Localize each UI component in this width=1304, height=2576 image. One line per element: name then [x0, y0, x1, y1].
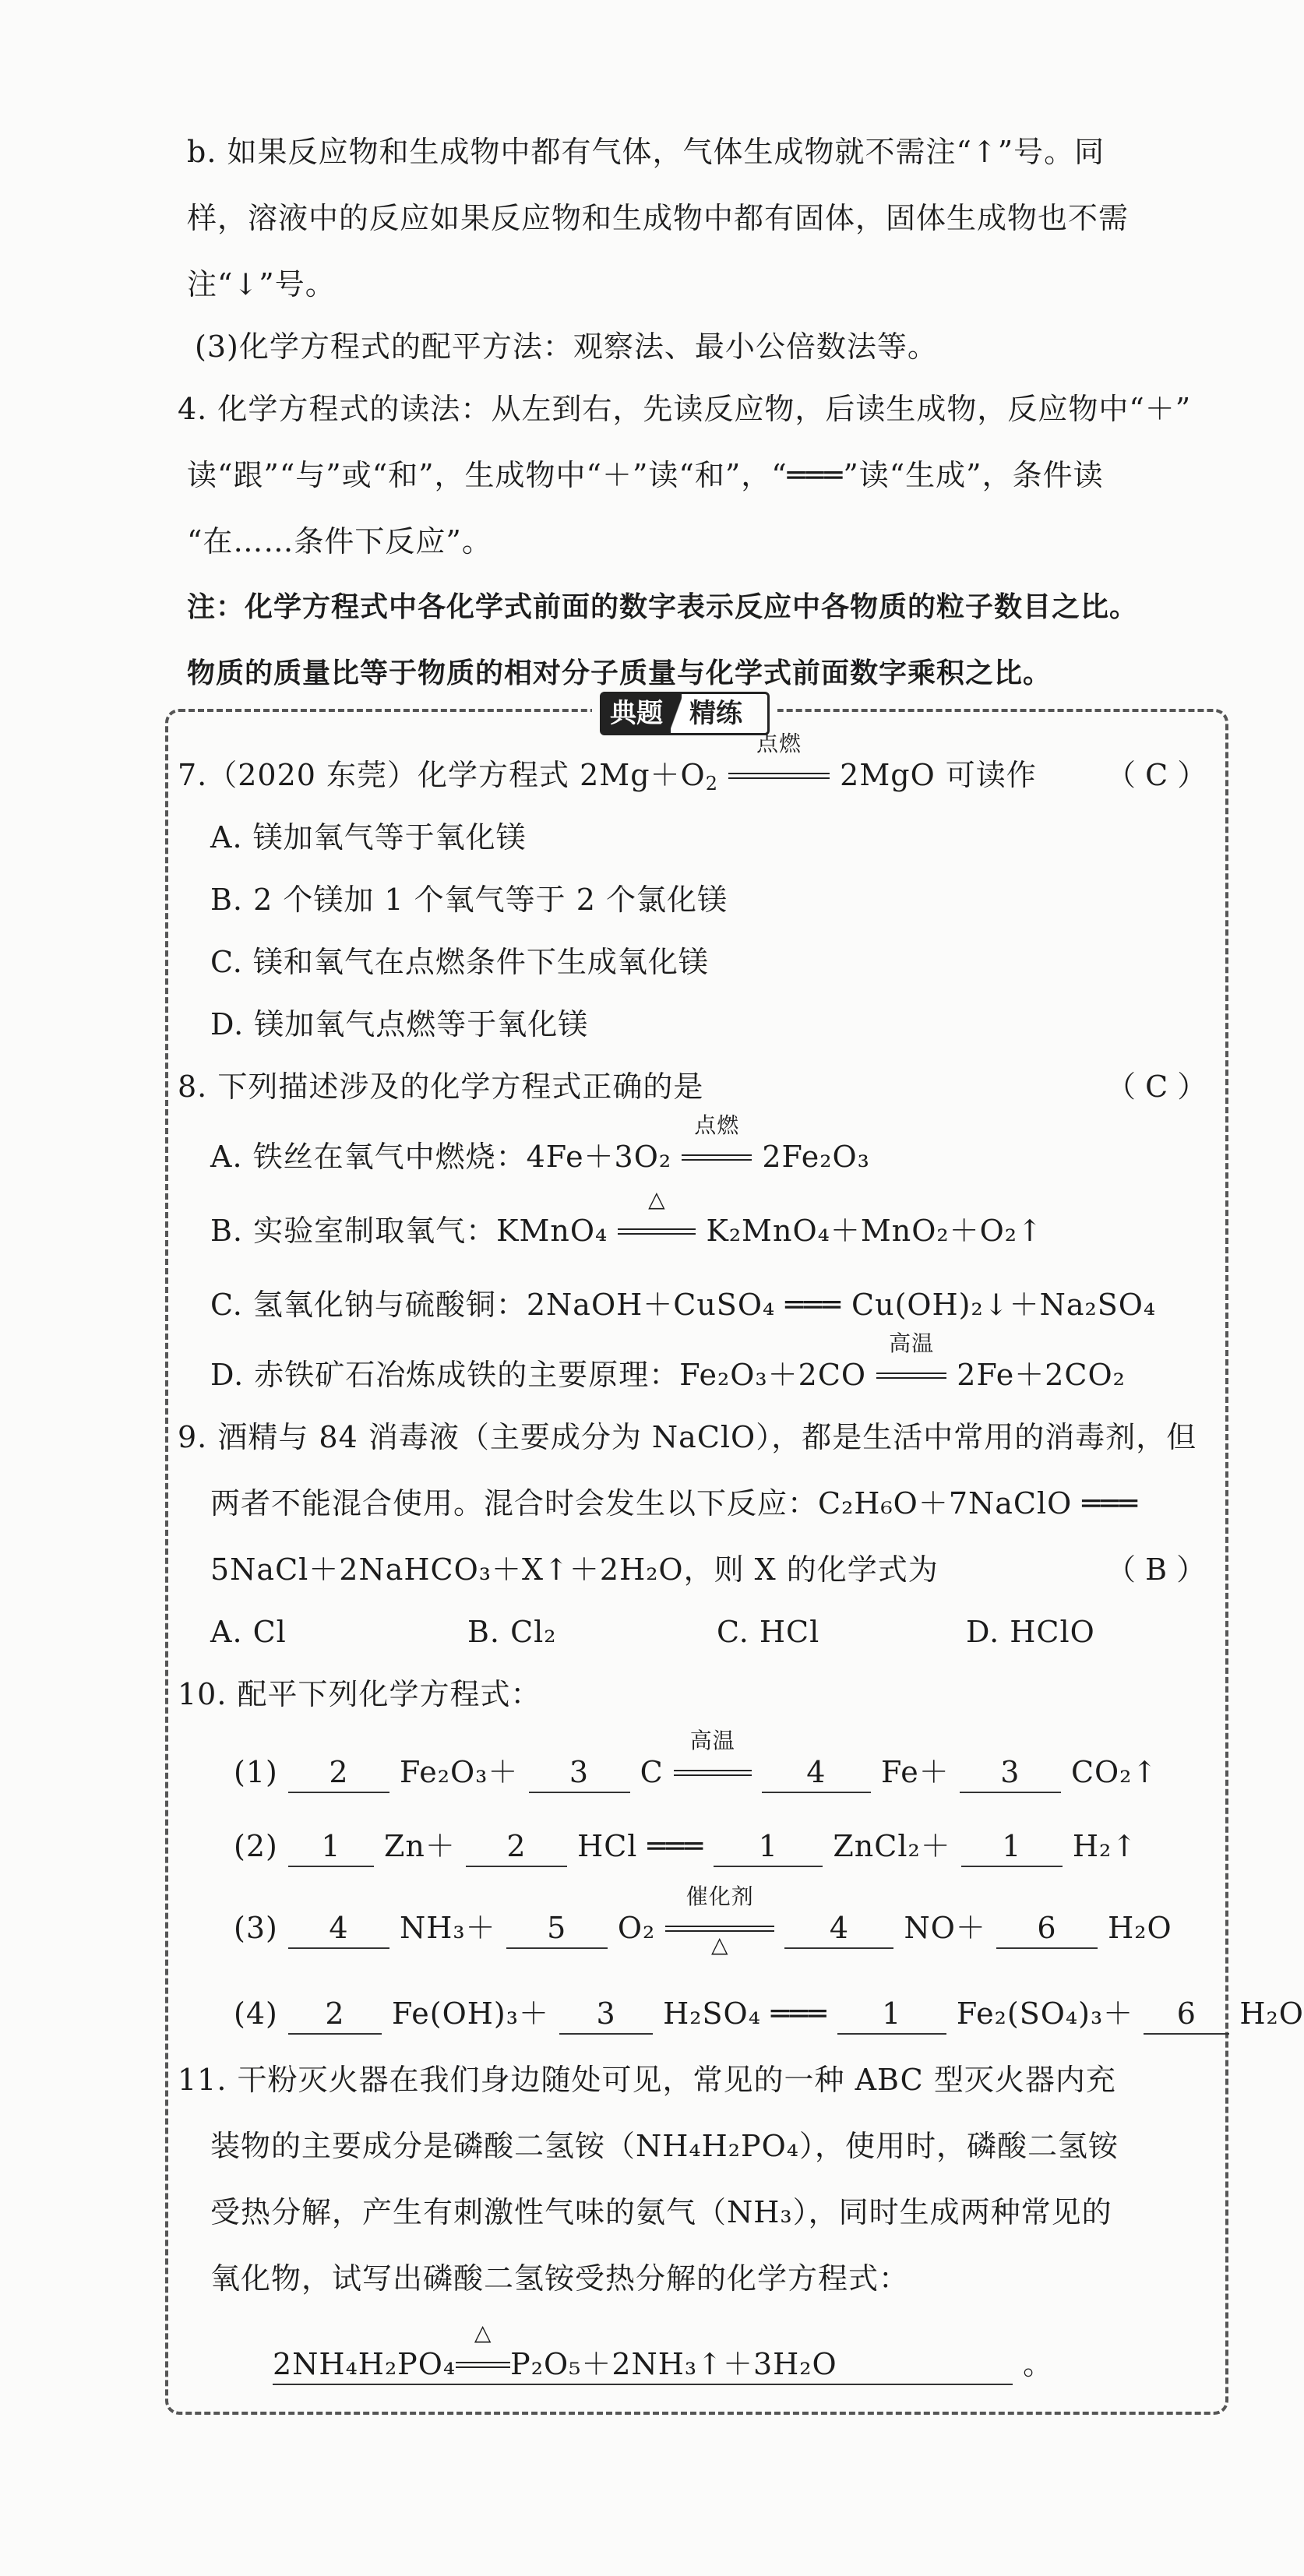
- text-line: “在……条件下反应”。: [187, 524, 492, 559]
- question-7-answer: （ C ）: [1106, 758, 1207, 792]
- option: A. Cl: [210, 1615, 287, 1649]
- option-d: [210, 1330, 1126, 1394]
- option: C. 镁和氧气在点燃条件下生成氧化镁: [210, 945, 709, 979]
- section-badge: [592, 692, 777, 735]
- equation-number: (3): [234, 1911, 278, 1945]
- condition-text: △: [474, 2320, 492, 2345]
- question-11-line: 11. 干粉灭火器在我们身边随处可见，常见的一种 ABC 型灭火器内充: [178, 2063, 1116, 2097]
- question-9-line: 5NaCl＋2NaHCO₃＋X↑＋2H₂O，则 X 的化学式为: [210, 1552, 939, 1587]
- formula: CO₂↑: [1070, 1755, 1158, 1789]
- equation-2: [234, 1827, 1137, 1867]
- answer-blank: [273, 2320, 1013, 2385]
- question-8-answer: （ C ）: [1106, 1070, 1207, 1104]
- equation-number: (1): [234, 1755, 278, 1789]
- formula: H₂O: [1239, 1996, 1304, 2031]
- answer-blank: 4: [762, 1753, 871, 1793]
- condition-text: 高温: [889, 1330, 935, 1356]
- answer-blank: 1: [961, 1827, 1063, 1867]
- option: D. HClO: [966, 1615, 1095, 1649]
- formula: Fe＋: [880, 1755, 950, 1789]
- equation-right: P₂O₅＋2NH₃↑＋3H₂O: [510, 2347, 837, 2381]
- answer-blank: 1: [288, 1827, 374, 1867]
- end-mark: 。: [1023, 2347, 1054, 2381]
- answer-blank: 3: [559, 1994, 653, 2035]
- text-line: 注“↓”号。: [187, 267, 336, 301]
- condition-sign: [456, 2320, 510, 2384]
- answer-blank: 3: [529, 1753, 630, 1793]
- question-9-answer: （ B ）: [1106, 1552, 1207, 1587]
- stem-text: 2MgO 可读作: [840, 758, 1037, 792]
- answer-blank: 6: [1144, 1994, 1229, 2035]
- equation-left: B. 实验室制取氧气：KMnO₄: [210, 1214, 608, 1248]
- question-11-line: 氧化物，试写出磷酸二氢铵受热分解的化学方程式：: [210, 2261, 910, 2296]
- question-9-line: 9. 酒精与 84 消毒液（主要成分为 NaClO），都是生活中常用的消毒剂，但: [178, 1420, 1197, 1454]
- formula: NO＋: [904, 1911, 986, 1945]
- option: A. 镁加氧气等于氧化镁: [210, 820, 527, 855]
- question-9-line: 两者不能混合使用。混合时会发生以下反应：C₂H₆O＋7NaClO ═══: [210, 1486, 1139, 1521]
- condition-sign: [728, 731, 830, 795]
- formula: HCl ═══: [577, 1829, 704, 1863]
- condition-text: 点燃: [756, 731, 802, 756]
- option: C. HCl: [717, 1615, 820, 1649]
- formula: Fe₂(SO₄)₃＋: [956, 1996, 1134, 2031]
- condition-sign: [876, 1330, 946, 1394]
- note-line: 物质的质量比等于物质的相对分子质量与化学式前面数字乘积之比。: [187, 657, 1052, 689]
- answer-blank: 6: [996, 1908, 1098, 1949]
- equation-right: 2Fe₂O₃: [762, 1140, 870, 1174]
- text-line: (3)化学方程式的配平方法：观察法、最小公倍数法等。: [195, 329, 938, 364]
- formula: Fe₂O₃＋: [400, 1755, 519, 1789]
- equation-number: (4): [234, 1996, 278, 2031]
- option-c: C. 氢氧化钠与硫酸铜：2NaOH＋CuSO₄ ═══ Cu(OH)₂↓＋Na₂SO₄: [210, 1288, 1157, 1322]
- option-a: [210, 1112, 870, 1176]
- answer-blank: 1: [714, 1827, 823, 1867]
- text-line: 读“跟”“与”或“和”，生成物中“＋”读“和”，“═══”读“生成”，条件读: [187, 458, 1104, 492]
- equation-number: (2): [234, 1829, 278, 1863]
- condition-sign: [674, 1728, 752, 1792]
- answer-blank: 2: [466, 1827, 567, 1867]
- note-line: 注：化学方程式中各化学式前面的数字表示反应中各物质的粒子数目之比。: [187, 591, 1139, 623]
- equation-left: D. 赤铁矿石冶炼成铁的主要原理：Fe₂O₃＋2CO: [210, 1358, 867, 1392]
- question-8-stem: 8. 下列描述涉及的化学方程式正确的是: [178, 1070, 704, 1104]
- answer-blank: 1: [837, 1994, 946, 2035]
- option: B. Cl₂: [467, 1615, 557, 1649]
- option: B. 2 个镁加 1 个氧气等于 2 个氯化镁: [210, 883, 728, 917]
- formula: NH₃＋: [400, 1911, 496, 1945]
- question-10-stem: 10. 配平下列化学方程式：: [178, 1677, 541, 1711]
- option-b: [210, 1186, 1043, 1250]
- formula: H₂O: [1108, 1911, 1172, 1945]
- text-line: 4. 化学方程式的读法：从左到右，先读反应物，后读生成物，反应物中“＋”: [178, 392, 1192, 426]
- answer-blank: 2: [288, 1994, 382, 2035]
- condition-text: △: [648, 1186, 666, 1212]
- answer-blank: 2: [288, 1753, 389, 1793]
- badge-left: 典题: [602, 694, 671, 733]
- condition-text: △: [711, 1932, 729, 1958]
- formula: O₂: [617, 1911, 656, 1945]
- option: D. 镁加氧气点燃等于氧化镁: [210, 1007, 589, 1041]
- badge-right: 精练: [682, 694, 750, 733]
- condition-text: 点燃: [694, 1112, 740, 1138]
- formula: Fe(OH)₃＋: [392, 1996, 549, 2031]
- question-11-line: 受热分解，产生有刺激性气味的氨气（NH₃），同时生成两种常见的: [210, 2195, 1112, 2229]
- equation-left: 2NH₄H₂PO₄: [273, 2347, 456, 2381]
- answer-blank: 4: [784, 1908, 893, 1949]
- badge-divider: [671, 694, 682, 733]
- question-11-line: 装物的主要成分是磷酸二氢铵（NH₄H₂PO₄），使用时，磷酸二氢铵: [210, 2129, 1119, 2163]
- answer-blank: 4: [288, 1908, 389, 1949]
- formula: ZnCl₂＋: [833, 1829, 951, 1863]
- condition-text: 催化剂: [685, 1884, 754, 1909]
- text-line: 样，溶液中的反应如果反应物和生成物中都有固体，固体生成物也不需: [187, 201, 1130, 235]
- condition-sign: [665, 1884, 774, 1958]
- formula: H₂SO₄ ═══: [663, 1996, 827, 2031]
- equation-4: [234, 1994, 1304, 2035]
- question-7-stem: [178, 731, 1037, 803]
- answer-blank: 3: [960, 1753, 1061, 1793]
- question-11-answer: [273, 2320, 1054, 2385]
- formula: Zn＋: [384, 1829, 456, 1863]
- equation-1: [234, 1728, 1158, 1793]
- formula: C: [640, 1755, 664, 1789]
- stem-text: 7.（2020 东莞）化学方程式 2Mg＋O: [178, 758, 706, 792]
- text-line: b. 如果反应物和生成物中都有气体，气体生成物就不需注“↑”号。同: [187, 135, 1105, 169]
- subscript: 2: [705, 773, 718, 795]
- equation-right: 2Fe＋2CO₂: [957, 1358, 1126, 1392]
- answer-blank: 5: [506, 1908, 608, 1949]
- formula: H₂↑: [1072, 1829, 1138, 1863]
- equation-3: [234, 1884, 1172, 1958]
- equation-right: K₂MnO₄＋MnO₂＋O₂↑: [706, 1214, 1043, 1248]
- equation-left: A. 铁丝在氧气中燃烧：4Fe＋3O₂: [210, 1140, 672, 1174]
- condition-text: 高温: [689, 1728, 735, 1753]
- condition-sign: [618, 1186, 696, 1250]
- condition-sign: [682, 1112, 752, 1176]
